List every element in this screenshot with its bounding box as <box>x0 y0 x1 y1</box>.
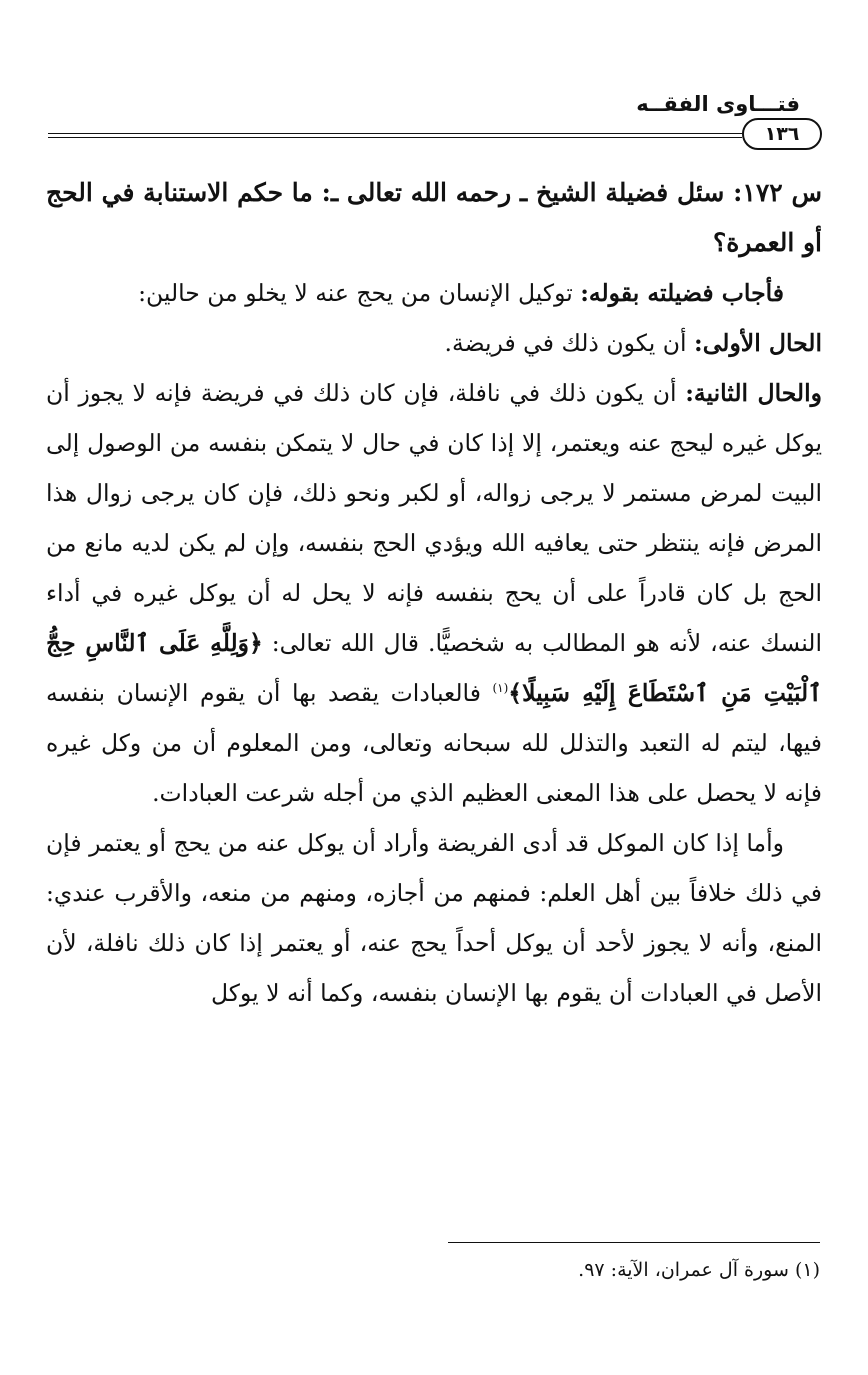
page-body <box>46 168 822 1018</box>
question-paragraph <box>46 168 822 268</box>
running-header-title: فتـــاوى الفقــه <box>636 92 800 116</box>
case-two-label: والحال الثانية: <box>685 379 822 407</box>
quran-verse: ﴿وَلِلَّهِ عَلَى ٱلنَّاسِ حِجُّ ٱلْبَيْتِ مَنِ ٱسْتَطَاعَ إِلَيْهِ سَبِيلًا﴾ <box>46 629 822 707</box>
question-number: س ١٧٢: <box>733 178 822 207</box>
case-one-paragraph <box>46 318 822 368</box>
footnote-separator <box>448 1242 820 1243</box>
footnote: (١) سورة آل عمران، الآية: ٩٧. <box>578 1259 820 1281</box>
case-two-paragraph <box>46 368 822 818</box>
case-one-text: أن يكون ذلك في فريضة. <box>444 329 687 357</box>
third-paragraph: وأما إذا كان الموكل قد أدى الفريضة وأراد أن يوكل عنه من يحج أو يعتمر فإن في ذلك خلافاً بين أهل العلم: فمنهم من أجازه، ومنهم من منعه، والأقرب عندي: المنع، وأنه لا يجوز لأحد أن يوكل أحداً يحج عنه، أو يعتمر إذا كان ذلك نافلة، لأن الأصل في العبادات أن يقوم بها الإنسان بنفسه، وكما أنه لا يوكل <box>45 829 822 1007</box>
case-two-continuation: فالعبادات يقصد بها أن يقوم الإنسان بنفسه فيها، ليتم له التعبد والتذلل لله سبحانه وتعالى، ومن المعلوم أن من وكل غيره فإنه لا يحصل على هذا المعنى العظيم الذي من أجله شرعت العبادات. <box>46 679 822 807</box>
page-number-badge: ١٣٦ <box>742 118 822 150</box>
answer-label: فأجاب فضيلته بقوله: <box>580 279 784 307</box>
question-text: سئل فضيلة الشيخ ـ رحمه الله تعالى ـ: ما حكم الاستنابة في الحج أو العمرة؟ <box>46 178 822 257</box>
case-two-text: أن يكون ذلك في نافلة، فإن كان ذلك في فريضة فإنه لا يجوز أن يوكل غيره ليحج عنه ويعتمر، إلا إذا كان في حال لا يتمكن بنفسه من الوصول إلى البيت لمرض مستمر لا يرجى زواله، أو لكبر ونحو ذلك، فإن كان يرجى زوال هذا المرض فإنه ينتظر حتى يعافيه الله ويؤدي الحج بنفسه، وإن لم يكن لديه مانع من الحج بل كان قادراً على أن يحج بنفسه فإنه لا يحل له أن يوكل غيره في أداء النسك عنه، لأنه هو المطالب به شخصيًّا. قال الله تعالى: <box>46 379 823 657</box>
answer-intro <box>46 268 822 318</box>
header-rule <box>48 133 742 138</box>
footnote-reference: (١) <box>492 681 509 696</box>
case-one-label: الحال الأولى: <box>694 329 822 357</box>
answer-intro-text: توكيل الإنسان من يحج عنه لا يخلو من حالين: <box>138 279 573 307</box>
